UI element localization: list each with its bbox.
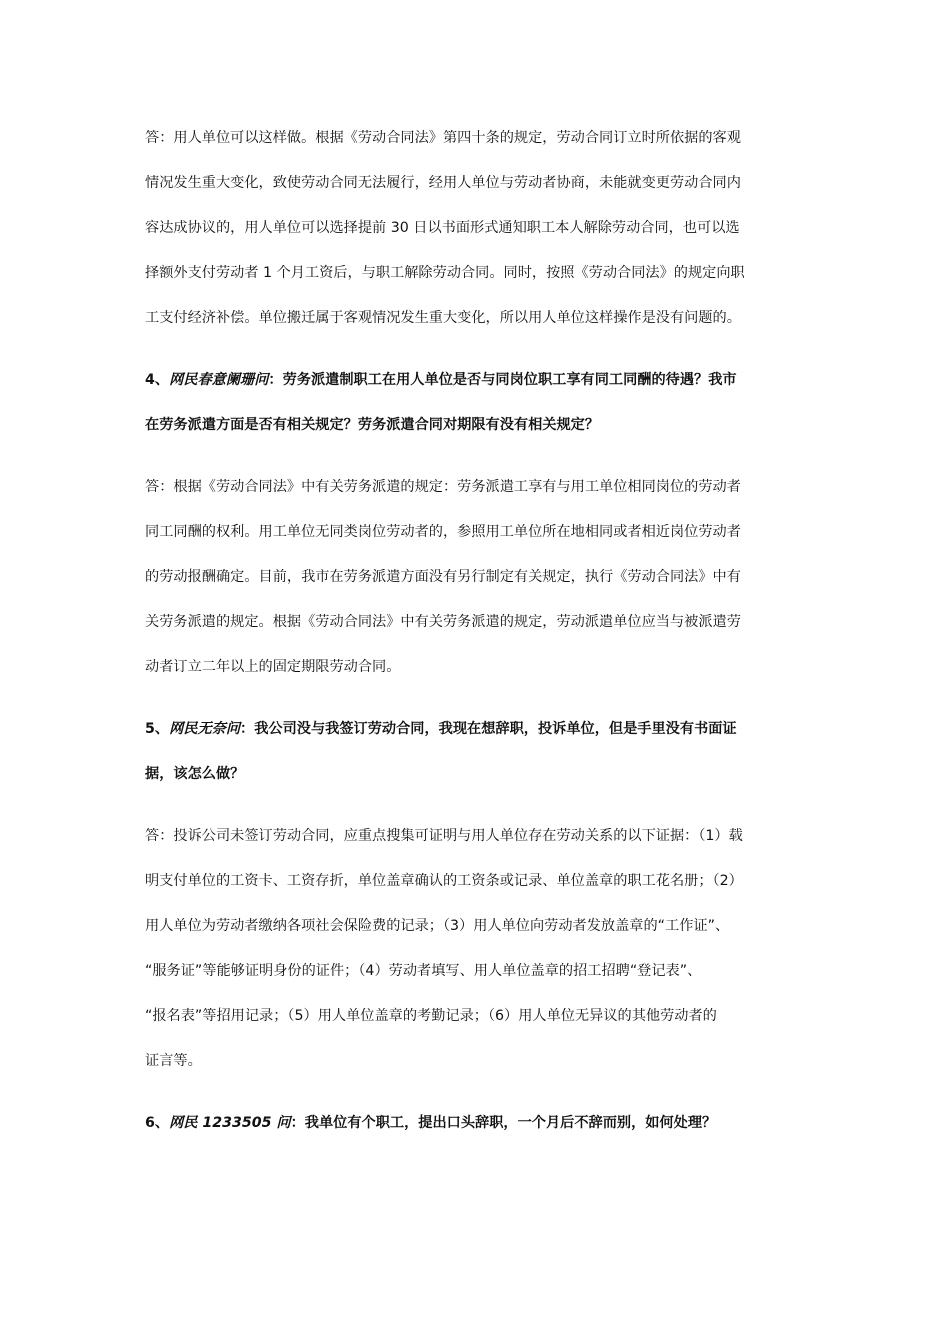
question-number: 6、 (145, 1115, 170, 1131)
answer-line: 择额外支付劳动者 1 个月工资后，与职工解除劳动合同。同时，按照《劳动合同法》的规定向职 (145, 265, 745, 281)
answer-line: 证言等。 (145, 1053, 202, 1069)
answer-line: 情况发生重大变化，致使劳动合同无法履行，经用人单位与劳动者协商，未能就变更劳动合同内 (145, 175, 741, 191)
answer-line: 答：用人单位可以这样做。根据《劳动合同法》第四十条的规定，劳动合同订立时所依据的客观 (145, 130, 741, 146)
question-text: ：我公司没与我签订劳动合同，我现在想辞职，投诉单位，但是手里没有书面证 (240, 721, 737, 737)
answer-line: 工支付经济补偿。单位搬迁属于客观情况发生重大变化，所以用人单位这样操作是没有问题的。 (145, 310, 741, 326)
answer-line: “服务证”等能够证明身份的证件；（4）劳动者填写、用人单位盖章的招工招聘“登记表”、 (145, 963, 702, 979)
answer-line: 答：根据《劳动合同法》中有关劳务派遣的规定：劳务派遣工享有与用工单位相同岗位的劳动者 (145, 479, 741, 495)
answer-line: “报名表”等招用记录；（5）用人单位盖章的考勤记录；（6）用人单位无异议的其他劳动者的 (145, 1008, 717, 1024)
answer-line: 同工同酬的权利。用工单位无同类岗位劳动者的，参照用工单位所在地相同或者相近岗位劳动者 (145, 524, 741, 540)
answer-line: 动者订立二年以上的固定期限劳动合同。 (145, 659, 401, 675)
question-text: ：劳务派遣制职工在用人单位是否与同岗位职工享有同工同酬的待遇？我市 (268, 372, 737, 388)
question-4-line: 在劳务派遣方面是否有相关规定？劳务派遣合同对期限有没有相关规定？ (145, 417, 600, 433)
question-asker: 网民春意阑珊问 (169, 372, 269, 388)
question-5-line (145, 720, 810, 738)
answer-line: 用人单位为劳动者缴纳各项社会保险费的记录；（3）用人单位向劳动者发放盖章的“工作证”、 (145, 918, 730, 934)
question-number: 5、 (145, 721, 170, 737)
answer-line: 关劳务派遣的规定。根据《劳动合同法》中有关劳务派遣的规定，劳动派遣单位应当与被派遣劳 (145, 614, 741, 630)
answer-line: 明支付单位的工资卡、工资存折，单位盖章确认的工资条或记录、单位盖章的职工花名册；（2） (145, 873, 743, 889)
question-number: 4、 (145, 372, 170, 388)
answer-line: 容达成协议的，用人单位可以选择提前 30 日以书面形式通知职工本人解除劳动合同，也可以选 (145, 220, 740, 236)
question-4-line (145, 371, 810, 389)
answer-line: 的劳动报酬确定。目前，我市在劳务派遣方面没有另行制定有关规定，执行《劳动合同法》中有 (145, 569, 741, 585)
question-5-line: 据，该怎么做？ (145, 766, 245, 782)
question-asker: 网民 1233505 问 (169, 1115, 291, 1131)
question-asker: 网民无奈问 (169, 721, 241, 737)
question-6-line (145, 1114, 810, 1132)
question-text: ：我单位有个职工，提出口头辞职，一个月后不辞而别，如何处理？ (290, 1115, 717, 1131)
answer-line: 答：投诉公司未签订劳动合同，应重点搜集可证明与用人单位存在劳动关系的以下证据：（1）载 (145, 828, 743, 844)
